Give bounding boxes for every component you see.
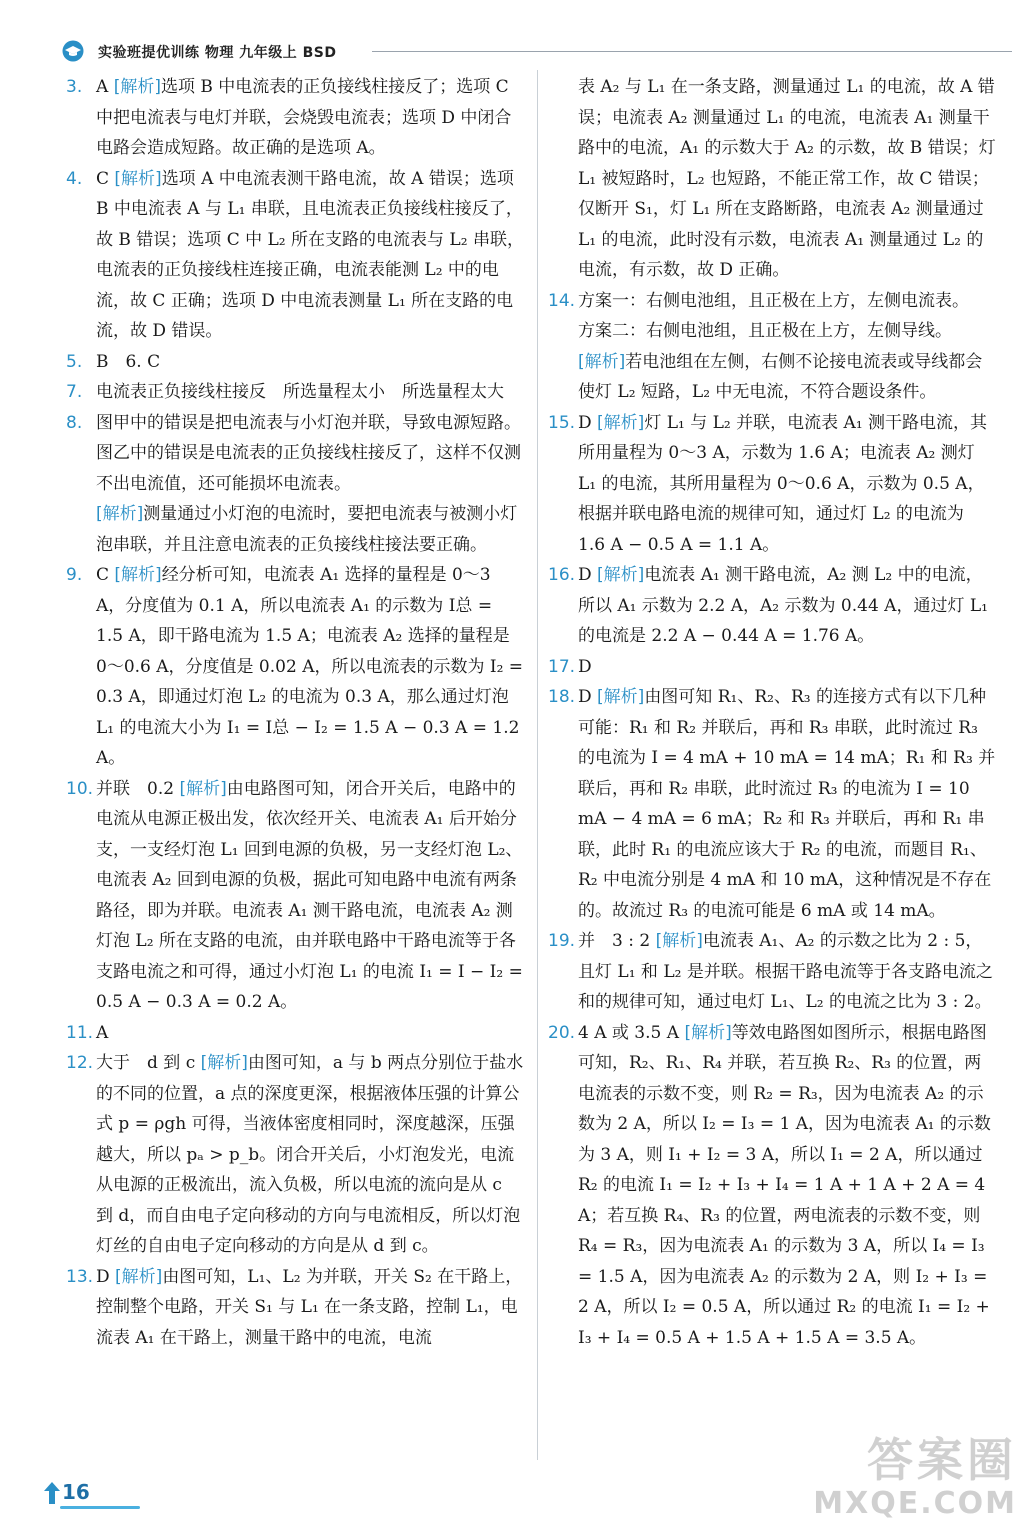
answer-item — [66, 499, 524, 560]
answer-number: 19. — [548, 931, 576, 951]
analysis-body: 选项 A 中电流表测干路电流，故 A 错误；选项 B 中电流表 A 与 L₁ 串联，且电流表正负接线柱接反了，故 B 错误；选项 C 中 L₂ 所在支路的电流表与 L₂ 串联，电流表的正负接线柱连接正确，电流表能测 L₂ 中的电流，故 C 正确；选项 D 中电流表测量 L₁ 所在支路的电流，故 D 错误。 — [96, 168, 524, 341]
watermark-logo — [797, 1434, 1017, 1530]
answer-item — [548, 347, 996, 408]
answer-text: 并联 0.2 — [96, 778, 180, 799]
answer-number: 7. — [66, 382, 83, 402]
answer-content — [578, 560, 996, 652]
answer-content — [578, 926, 996, 1018]
answer-content — [96, 499, 524, 560]
answer-text: A — [96, 77, 114, 97]
answer-item — [66, 1018, 524, 1049]
answer-number: 20. — [548, 1022, 576, 1043]
watermark-brand: 答案圈 — [867, 1433, 1017, 1487]
answer-item — [66, 72, 524, 164]
answer-content — [96, 72, 524, 164]
watermark-url: MXQE.COM — [813, 1486, 1017, 1521]
analysis-body: 经分析可知，电流表 A₁ 选择的量程是 0～3 A，分度值为 0.1 A，所以电流表 A₁ 的示数为 I总 = 1.5 A，即干路电流为 1.5 A；电流表 A₂ 选择的量程是 0～0.6 A，分度值是 0.02 A，所以电流表的示数为 I₂ = 0.3 A，即通过灯泡 L₂ 的电流为 0.3 A，那么通过灯泡 L₁ 的电流大小为 I₁ = I总 − I₂ = 1.5 A − 0.3 A = 1.2 A。 — [96, 565, 524, 768]
answer-number: 16. — [548, 565, 576, 585]
analysis-body: 若电池组在左侧，右侧不论接电流表或导线都会使灯 L₂ 短路，L₂ 中无电流，不符合题设条件。 — [578, 351, 983, 402]
analysis-body: 由图可知 R₁、R₂、R₃ 的连接方式有以下几种可能：R₁ 和 R₂ 并联后，再和 R₃ 串联，此时流过 R₃ 的电流为 I = 4 mA + 10 mA = 14 mA；R₁ 和 R₃ 并联后，再和 R₂ 串联，此时流过 R₃ 的电流为 I = 10 mA − 4 mA = 6 mA；R₂ 和 R₃ 并联后，再和 R₁ 串联，此时 R₁ 的电流应该大于 R₂ 的电流，而题目 R₁、R₂ 中电流分别是 4 mA 和 10 mA，这种情况是不存在的。故流过 R₃ 的电流可能是 6 mA 或 14 mA。 — [578, 687, 996, 921]
analysis-body: 由电路图可知，闭合开关后，电路中的电流从电源正极出发，依次经开关、电流表 A₁ 后开始分支，一支经灯泡 L₁ 回到电源的负极，另一支经灯泡 L₂、电流表 A₂ 回到电源的负极，据此可知电路中电流有两条路径，即为并联。电流表 A₁ 测干路电流，电流表 A₂ 测灯泡 L₂ 所在支路的电流，由并联电路中干路电流等于各支路电流之和可得，通过小灯泡 L₁ 的电流 I₁ = I − I₂ = 0.5 A − 0.3 A = 0.2 A。 — [96, 778, 523, 1012]
answer-number: 12. — [66, 1053, 94, 1073]
answer-text: D — [578, 412, 598, 433]
answer-number: 17. — [548, 656, 576, 677]
answer-item — [66, 347, 524, 378]
analysis-tag: [解析] — [113, 77, 161, 97]
answer-item — [66, 408, 524, 500]
answer-number: 13. — [66, 1266, 94, 1287]
answer-text: 4 A 或 3.5 A — [578, 1022, 685, 1043]
answer-number: 18. — [548, 687, 576, 707]
book-title: 实验班提优训练 物理 九年级上 BSD — [98, 45, 337, 61]
analysis-tag: [解析] — [597, 412, 645, 433]
answer-text: 表 A₂ 与 L₁ 在一条支路，测量通过 L₁ 的电流，故 A 错误；电流表 A₂ 测量通过 L₁ 的电流，电流表 A₁ 测量干路中的电流，A₁ 的示数大于 A₂ 的示数，故 B 错误；灯 L₁ 被短路时，L₂ 也短路，不能正常工作，故 C 错误；仅断开 S₁，灯 L₁ 所在支路断路，电流表 A₂ 测量通过 L₁ 的电流，此时没有示数，电流表 A₁ 测量通过 L₂ 的电流，有示数，故 D 正确。 — [578, 77, 996, 280]
answer-content — [96, 1048, 524, 1262]
answer-text: 电流表正负接线柱接反 所选量程太小 所选量程太大 — [96, 382, 504, 402]
answer-content — [96, 377, 524, 408]
analysis-tag: [解析] — [200, 1053, 248, 1073]
answer-item — [548, 652, 996, 683]
analysis-tag: [解析] — [115, 1266, 163, 1287]
answer-item — [548, 286, 996, 317]
analysis-body: 由图可知，a 与 b 两点分别位于盐水的不同的位置，a 点的深度更深，根据液体压强的计算公式 p = ρgh 可得，当液体密度相同时，深度越深，压强越大，所以 pₐ > p_b。闭合开关后，小灯泡发光，电流从电源的正极流出，流入负极，所以电流的流向是从 c 到 d，而自由电子定向移动的方向与电流相反，所以灯泡灯丝的自由电子定向移动的方向是从 d 到 c。 — [96, 1053, 524, 1256]
analysis-tag: [解析] — [597, 687, 645, 707]
answer-text: C — [96, 565, 115, 585]
header-rule — [372, 51, 1012, 52]
answer-item — [66, 1048, 524, 1262]
analysis-tag: [解析] — [597, 565, 645, 585]
answer-content — [578, 72, 996, 286]
analysis-body: 灯 L₁ 与 L₂ 并联，电流表 A₁ 测干路电流，其所用量程为 0～3 A，示数为 1.6 A；电流表 A₂ 测灯 L₁ 的电流，其所用量程为 0～0.6 A，示数为 0.5 A，根据并联电路电流的规律可知，通过灯 L₂ 的电流为 1.6 A − 0.5 A = 1.1 A。 — [578, 412, 988, 555]
answer-item — [548, 316, 996, 347]
answer-content — [578, 347, 996, 408]
answer-number: 11. — [66, 1022, 94, 1043]
answer-item — [548, 1018, 996, 1354]
answer-number: 3. — [66, 77, 83, 97]
answer-text: B 6. C — [96, 351, 161, 372]
analysis-body: 由图可知，L₁、L₂ 为并联，开关 S₂ 在干路上，控制整个电路，开关 S₁ 与 L₁ 在一条支路，控制 L₁，电流表 A₁ 在干路上，测量干路中的电流，电流 — [96, 1266, 523, 1348]
analysis-tag: [解析] — [96, 504, 144, 524]
right-column — [548, 72, 996, 1353]
page-number-badge — [44, 1478, 114, 1512]
answer-item — [548, 926, 996, 1018]
answer-number: 9. — [66, 565, 83, 585]
analysis-tag: [解析] — [684, 1022, 732, 1043]
answer-content — [96, 408, 524, 500]
answer-content — [578, 1018, 996, 1354]
answer-item — [548, 72, 996, 286]
answer-number: 15. — [548, 412, 576, 433]
answer-text: 大于 d 到 c — [96, 1053, 201, 1073]
answer-text: D — [578, 687, 598, 707]
analysis-tag: [解析] — [578, 351, 626, 372]
answer-item — [548, 682, 996, 926]
answer-content — [578, 286, 996, 317]
answer-item — [66, 1262, 524, 1354]
answer-text: D — [578, 656, 592, 677]
analysis-body: 选项 B 中电流表的正负接线柱接反了；选项 C 中把电流表与电灯并联，会烧毁电流表；选项 D 中闭合电路会造成短路。故正确的是选项 A。 — [96, 77, 512, 158]
answer-text: D — [578, 565, 598, 585]
answer-number: 10. — [66, 778, 94, 799]
answer-text: 图甲中的错误是把电流表与小灯泡并联，导致电源短路。图乙中的错误是电流表的正负接线柱接反了，这样不仅测不出电流值，还可能损坏电流表。 — [96, 412, 521, 494]
answer-item — [66, 560, 524, 774]
page-number: 16 — [62, 1480, 90, 1504]
answer-text: 方案一：右侧电池组，且正极在上方，左侧电流表。 — [578, 290, 969, 311]
answer-number: 4. — [66, 168, 83, 189]
analysis-body: 等效电路图如图所示，根据电路图可知，R₂、R₁、R₄ 并联，若互换 R₂、R₃ 的位置，两电流表的示数不变，则 R₂ = R₃，因为电流表 A₂ 的示数为 2 A，所以 I₂ = I₃ = 1 A，因为电流表 A₁ 的示数为 3 A，则 I₁ + I₂ = 3 A，所以 I₁ = 2 A，所以通过 R₂ 的电流 I₁ = I₂ + I₃ + I₄ = 1 A + 1 A + 2 A = 4 A；若互换 R₄、R₃ 的位置，两电流表的示数不变，则 R₄ = R₃，因为电流表 A₁ 的示数为 3 A，所以 I₄ = I₃ = 1.5 A，因为电流表 A₂ 的示数为 2 A，则 I₂ + I₃ = 2 A，所以 I₂ = 0.5 A，所以通过 R₂ 的电流 I₁ = I₂ + I₃ + I₄ = 0.5 A + 1.5 A + 1.5 A = 3.5 A。 — [578, 1022, 991, 1348]
answer-text: 方案二：右侧电池组，且正极在上方，左侧导线。 — [578, 321, 952, 341]
analysis-body: 测量通过小灯泡的电流时，要把电流表与被测小灯泡串联，并且注意电流表的正负接线柱接法要正确。 — [96, 504, 518, 555]
answer-text: D — [96, 1266, 116, 1287]
answer-item — [66, 377, 524, 408]
answer-content — [96, 1018, 524, 1049]
column-divider — [537, 70, 538, 1460]
analysis-body: 电流表 A₁ 测干路电流，A₂ 测 L₂ 中的电流，所以 A₁ 示数为 2.2 A，A₂ 示数为 0.44 A，通过灯 L₁ 的电流是 2.2 A − 0.44 A = 1.76 A。 — [578, 565, 988, 646]
answer-content — [96, 347, 524, 378]
analysis-tag: [解析] — [114, 565, 162, 585]
answer-content — [578, 682, 996, 926]
answer-content — [578, 652, 996, 683]
analysis-tag: [解析] — [179, 778, 227, 799]
answer-item — [548, 408, 996, 561]
answer-item — [548, 560, 996, 652]
answer-content — [578, 316, 996, 347]
answer-content — [96, 774, 524, 1018]
answer-item — [66, 164, 524, 347]
answer-item — [66, 774, 524, 1018]
analysis-tag: [解析] — [655, 931, 703, 951]
left-column — [66, 72, 524, 1353]
answer-number: 14. — [548, 290, 576, 311]
answer-content — [96, 1262, 524, 1354]
analysis-body: 电流表 A₁、A₂ 的示数之比为 2 : 5，且灯 L₁ 和 L₂ 是并联。根据干路电流等于各支路电流之和的规律可知，通过电灯 L₁、L₂ 的电流之比为 3 : 2。 — [578, 931, 993, 1012]
analysis-tag: [解析] — [114, 168, 162, 189]
graduation-cap-icon — [62, 40, 84, 62]
page-underline — [60, 1506, 140, 1509]
answer-text: C — [96, 168, 115, 189]
answer-content — [578, 408, 996, 561]
page-header — [62, 40, 1012, 64]
up-arrow-icon — [44, 1482, 60, 1504]
answer-content — [96, 560, 524, 774]
answer-content — [96, 164, 524, 347]
answer-number: 5. — [66, 351, 83, 372]
answer-text: A — [96, 1022, 109, 1043]
answer-number: 8. — [66, 412, 83, 433]
answer-text: 并 3 : 2 — [578, 931, 656, 951]
